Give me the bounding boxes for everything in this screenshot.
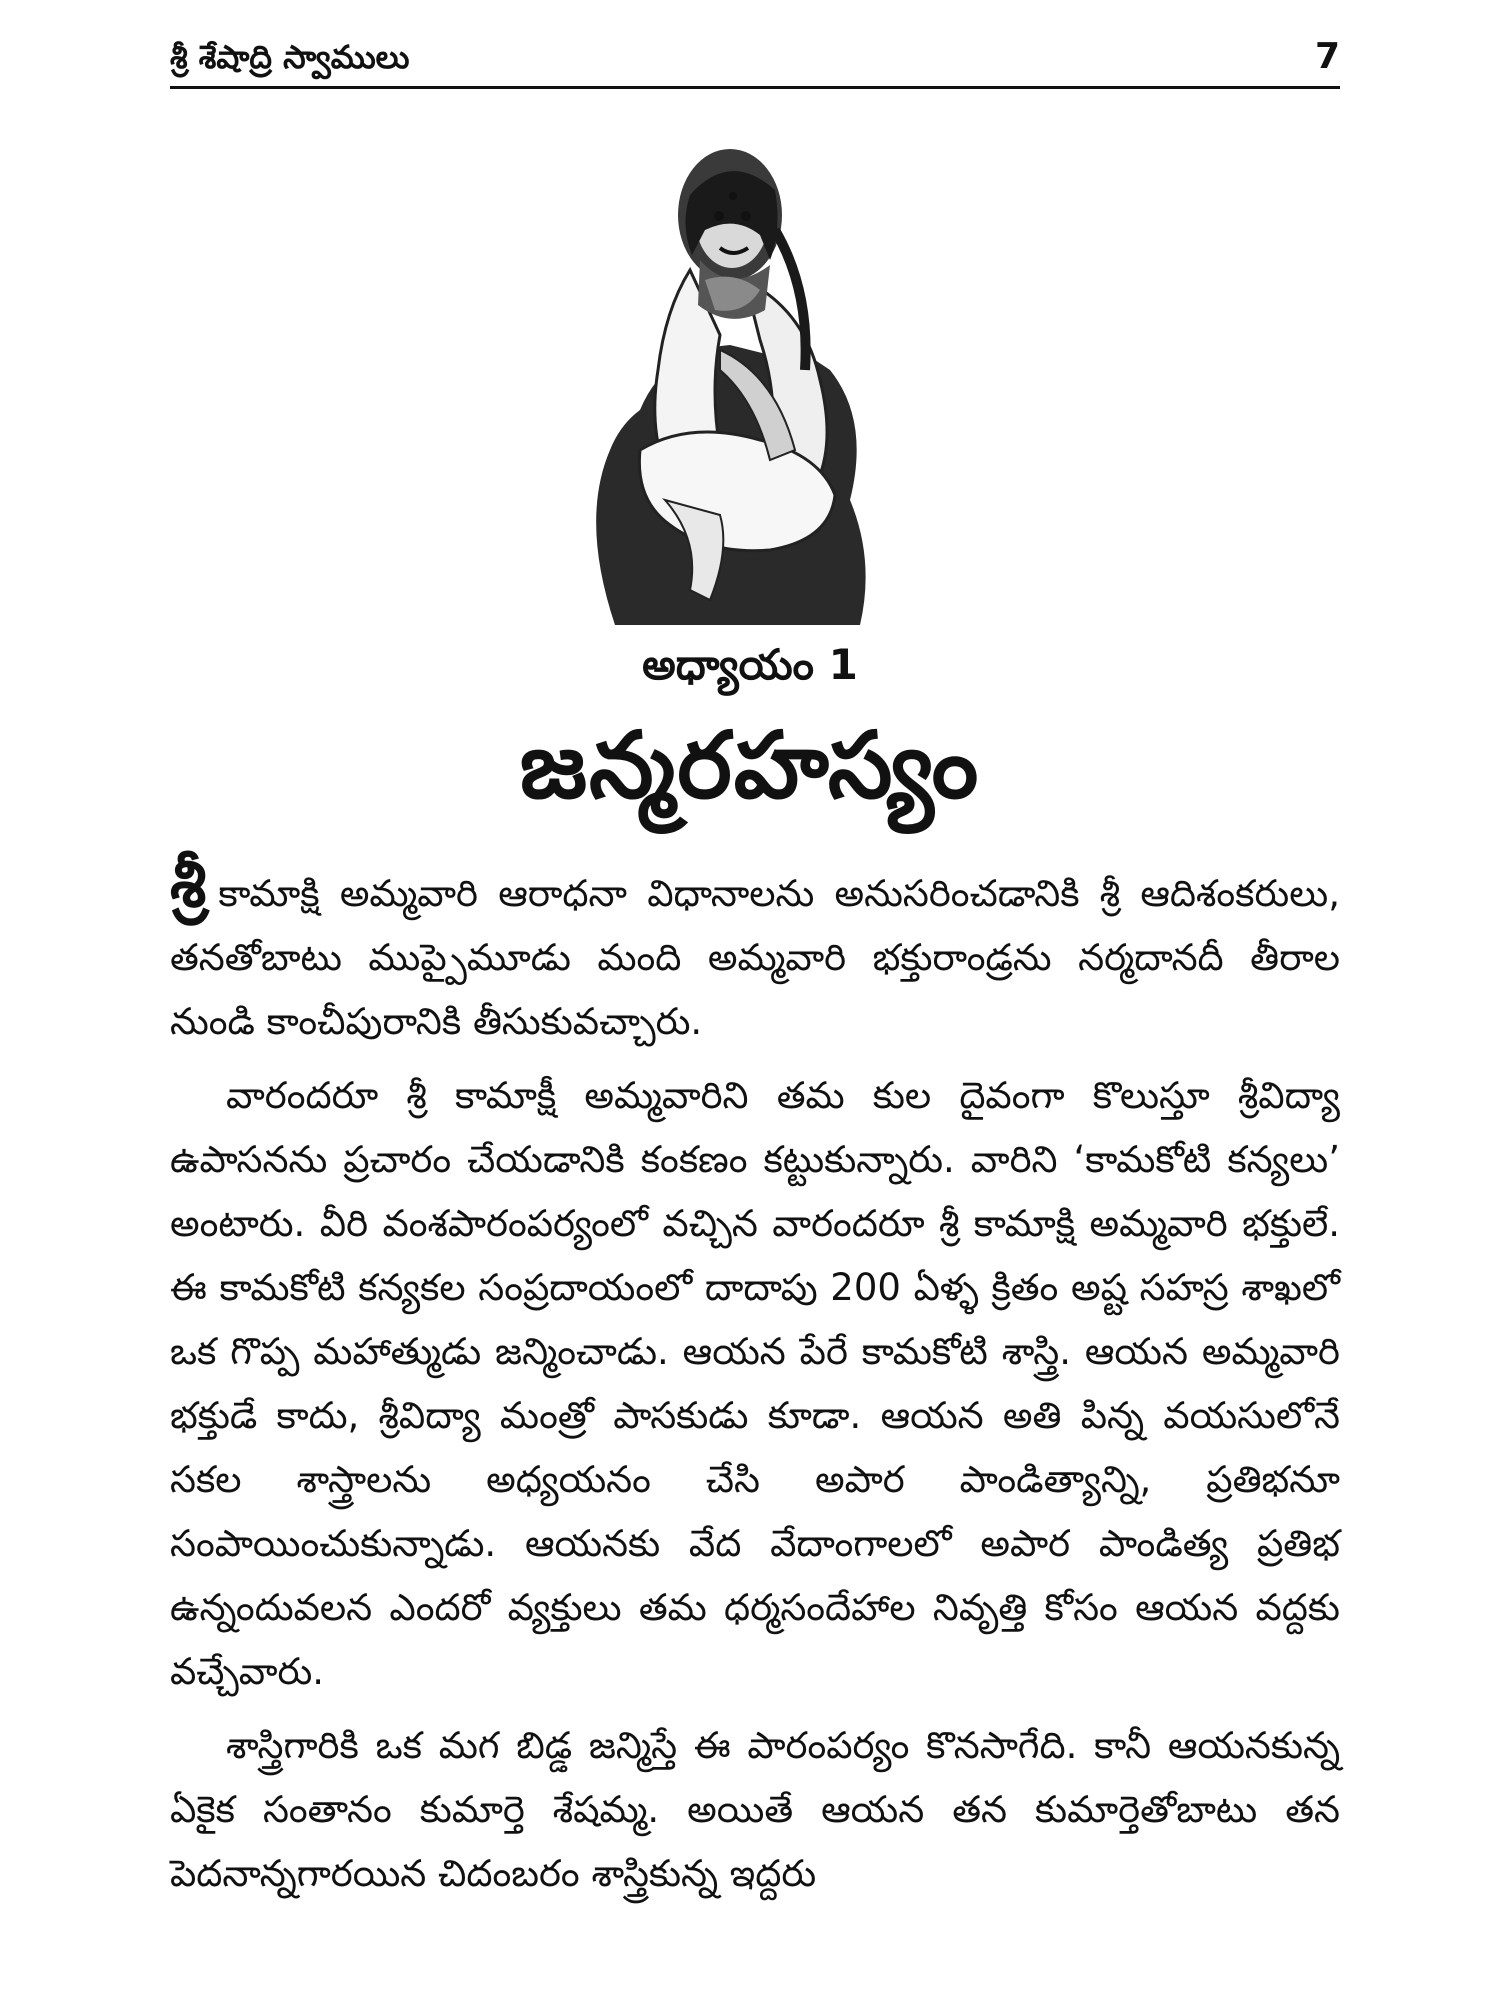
paragraph-3 <box>170 1714 1340 1906</box>
paragraph-1 <box>170 845 1340 1054</box>
seated-sage-portrait-icon <box>570 120 900 635</box>
running-head <box>170 36 1340 89</box>
paragraph-2 <box>170 1064 1340 1704</box>
chapter-label: అధ్యాయం 1 <box>642 640 858 689</box>
drop-cap: శ్రీ <box>170 845 207 922</box>
page-number: 7 <box>1314 36 1340 77</box>
paragraph-text: కామాక్షి అమ్మవారి ఆరాధనా విధానాలను అనుసరించడానికి శ్రీ ఆదిశంకరులు, తనతోబాటు ముప్పైమూడు మంది అమ్మవారి భక్తురాండ్రను నర్మదానదీ తీరాల నుండి కాంచీపురానికి తీసుకువచ్చారు. <box>170 872 1340 1043</box>
body-text <box>170 845 1340 1916</box>
chapter-title: జన్మరహస్యం <box>519 712 981 819</box>
paragraph-text: శాస్త్రిగారికి ఒక మగ బిడ్డ జన్మిస్తే ఈ పారంపర్యం కొనసాగేది. కానీ ఆయనకున్న ఏకైక సంతానం కుమార్తె శేషమ్మ. అయితే ఆయన తన కుమార్తెతోబాటు తన పెదనాన్నగారయిన చిదంబరం శాస్త్రికున్న ఇద్దరు <box>170 1724 1340 1895</box>
paragraph-text: వారందరూ శ్రీ కామాక్షీ అమ్మవారిని తమ కుల దైవంగా కొలుస్తూ శ్రీవిద్యా ఉపాసనను ప్రచారం చేయడానికి కంకణం కట్టుకున్నారు. వారిని ‘కామకోటి కన్యలు’ అంటారు. వీరి వంశపారంపర్యంలో వచ్చిన వారందరూ శ్రీ కామాక్షి అమ్మవారి భక్తులే. ఈ కామకోటి కన్యకల సంప్రదాయంలో దాదాపు 200 ఏళ్ళ క్రితం అష్ట సహస్ర శాఖలో ఒక గొప్ప మహాత్ముడు జన్మించాడు. ఆయన పేరే కామకోటి శాస్త్రి. ఆయన అమ్మవారి భక్తుడే కాదు, శ్రీవిద్యా మంత్రో పాసకుడు కూడా. ఆయన అతి పిన్న వయసులోనే సకల శాస్త్రాలను అధ్యయనం చేసి అపార పాండిత్యాన్ని, ప్రతిభనూ సంపాయించుకున్నాడు. ఆయనకు వేద వేదాంగాలలో అపార పాండిత్య ప్రతిభ ఉన్నందువలన ఎందరో వ్యక్తులు తమ ధర్మసందేహాల నివృత్తి కోసం ఆయన వద్దకు వచ్చేవారు. <box>170 1074 1340 1693</box>
book-title: శ్రీ శేషాద్రి స్వాములు <box>170 38 410 76</box>
